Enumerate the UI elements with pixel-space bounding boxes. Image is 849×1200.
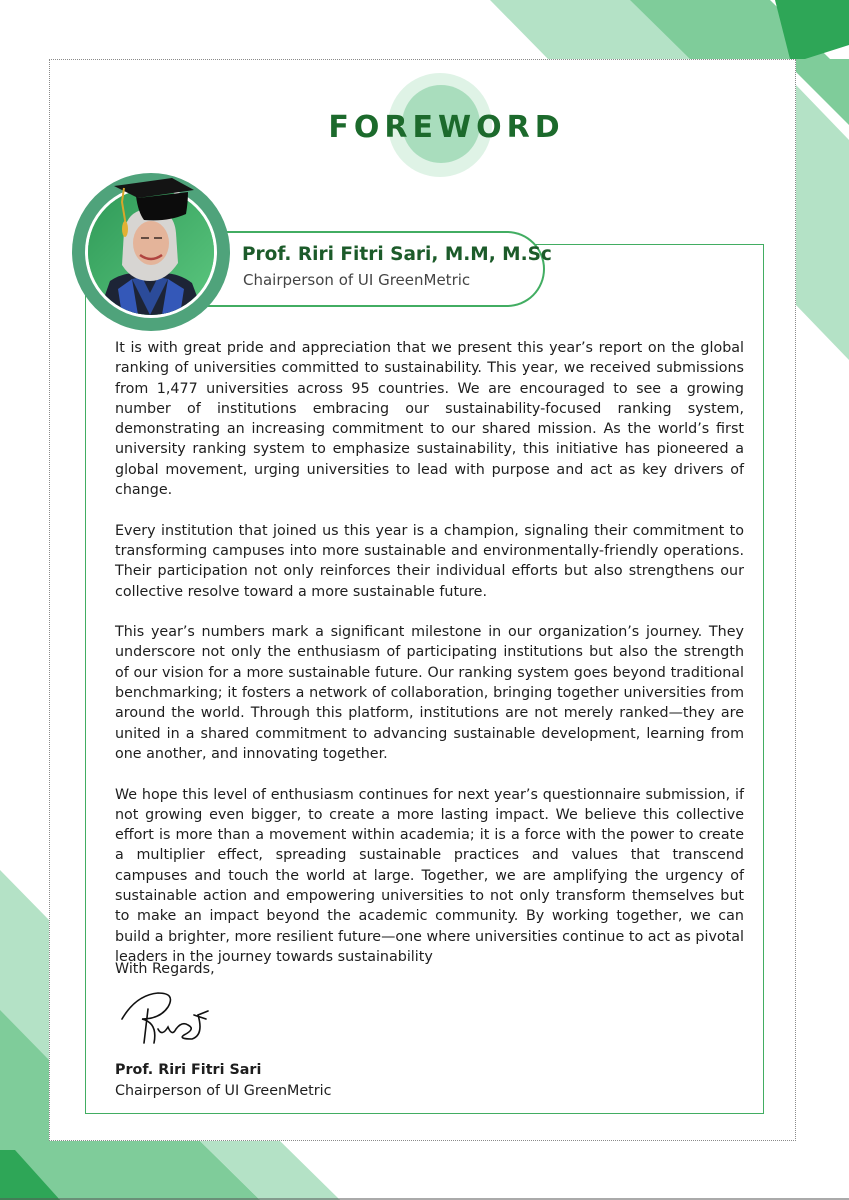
body-paragraph: This year’s numbers mark a significant milestone in our organization’s journey. They underscore not only the enthusiasm of participating institutions but also the strength of our vision for a more sustainable future. Our ranking system goes beyond traditional benchmarking; it fosters a network of collaboration, bringing together universities from around the world. Through this platform, institutions are not merely ranked—they are united in a shared commitment to advancing sustainable development, learning from one another, and innovating together.	[115, 624, 744, 762]
graduation-cap-icon	[108, 176, 200, 238]
handwritten-signature	[118, 985, 214, 1047]
author-name: Prof. Riri Fitri Sari, M.M, M.Sc	[242, 244, 552, 265]
foreword-body	[115, 338, 744, 988]
author-role: Chairperson of UI GreenMetric	[243, 271, 471, 289]
body-paragraph: Every institution that joined us this year is a champion, signaling their commitment to transforming campuses into more sustainable and environmentally-friendly operations. Their participation not only reinforces their individual efforts but also strengthens our collective resolve toward a more sustainable future.	[115, 522, 744, 600]
page-title: FOREWORD	[328, 110, 565, 145]
closing-salutation: With Regards,	[115, 961, 215, 977]
body-paragraph: We hope this level of enthusiasm continues for next year’s questionnaire submission, if not growing even bigger, to create a more lasting impact. We believe this collective effort is more than a movement within academia; it is a force with the power to create a multiplier effect, spreading sustainable practices and values that transcend campuses and touch the world at large. Together, we are amplifying the urgency of sustainable action and empowering universities to not only transform themselves but to make an impact beyond the academic community. By working together, we can build a brighter, more resilient future—one where universities continue to act as pivotal leaders in the journey towards sustainability	[115, 786, 744, 965]
signer-role: Chairperson of UI GreenMetric	[115, 1083, 332, 1099]
signer-name: Prof. Riri Fitri Sari	[115, 1062, 262, 1078]
body-paragraph: It is with great pride and appreciation that we present this year’s report on the global ranking of universities committed to sustainability. This year, we received submissions from 1,477 universities across 95 countries. We are encouraged to see a growing number of institutions embracing our sustainability-focused ranking system, demonstrating an increasing commitment to our shared mission. As the world’s first university ranking system to emphasize sustainability, this initiative has pioneered a global movement, urging universities to lead with purpose and act as key drivers of change.	[115, 340, 744, 499]
